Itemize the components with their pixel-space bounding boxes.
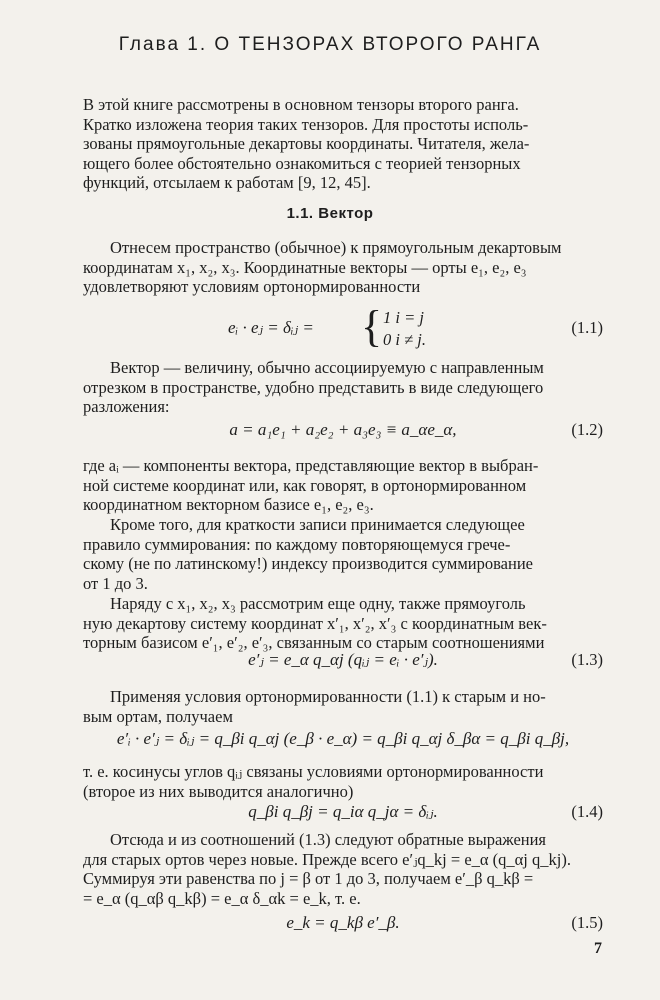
equation-lhs: eᵢ · eⱼ = δᵢⱼ = [228,318,314,337]
equation-1-1 [83,302,603,355]
text-line: Применяя условия ортонормированности (1.1) к старым и но- [110,687,546,706]
text-line: В этой книге рассмотрены в основном тензоры второго ранга. [83,95,519,114]
text-line: Отсюда и из соотношений (1.3) следуют обратные выражения [110,830,547,849]
text-line: координатам x₁, x₂, x₃. Координатные векторы — орты e₁, e₂, e₃ [83,257,527,277]
equation-body: e′ⱼ = e_α q_αj (qᵢⱼ = eᵢ · e′ⱼ). [248,650,438,669]
text-line: разложения: [83,397,170,417]
paragraph-5 [83,594,603,653]
text-line: отрезком в пространстве, удобно представить в виде следующего [83,377,544,397]
text-line: вым ортам, получаем [83,706,233,726]
text-line: т. е. косинусы углов qᵢⱼ связаны условиями ортонормированности [83,762,544,781]
equation-1-4 [83,802,603,826]
text-line: = e_α (q_αβ q_kβ) = e_α δ_αk = e_k, т. е. [83,888,361,908]
text-line: ную декартову систему координат x′₁, x′₂, x′₃ с координатным век- [83,613,547,633]
text-line: (второе из них выводится аналогично) [83,781,354,801]
paragraph-7 [83,762,603,801]
text-line: ющего более обстоятельно ознакомиться с теорией тензорных [83,153,521,173]
paragraph-6 [83,687,603,726]
text-line: ной системе координат или, как говорят, в ортонормированном [83,475,527,495]
text-line: Отнесем пространство (обычное) к прямоугольным декартовым [110,238,562,257]
equation-number: (1.5) [571,913,603,932]
equation-number: (1.3) [571,650,603,669]
case-line: 0 i ≠ j. [383,330,426,349]
text-line: Кроме того, для краткости записи принимается следующее [110,515,525,534]
chapter-title: Глава 1. О ТЕНЗОРАХ ВТОРОГО РАНГА [118,34,542,55]
intro-paragraph [83,95,603,193]
text-line: Суммируя эти равенства по j = β от 1 до 3, получаем e′_β q_kβ = [83,869,534,889]
equation-1-2 [83,420,603,444]
text-line: где aᵢ — компоненты вектора, представляющие вектор в выбран- [83,456,539,475]
equation-number: (1.4) [571,802,603,821]
equation-orthonormal [83,729,603,753]
text-line: удовлетворяют условиям ортонормированности [83,277,421,297]
equation-number: (1.1) [571,318,603,337]
equation-1-3 [83,650,603,674]
paragraph-3 [83,456,603,515]
section-title: 1.1. Вектор [286,205,374,222]
equation-body: a = a₁e₁ + a₂e₂ + a₃e₃ ≡ a_αe_α, [229,420,457,439]
equation-body: e′ᵢ · e′ⱼ = δᵢⱼ = q_βi q_αj (e_β · e_α) = q_βi q_αj δ_βα = q_βi q_βj, [116,729,570,748]
case-line: 1 i = j [383,308,424,327]
brace-symbol: { [361,302,383,351]
equation-body: e_k = q_kβ e′_β. [286,913,400,932]
text-line: Вектор — величину, обычно ассоциируемую с направленным [110,358,544,377]
paragraph-2 [83,358,603,417]
paragraph-1 [83,238,603,297]
equation-body: q_βi q_βj = q_iα q_jα = δᵢⱼ. [248,802,438,821]
paragraph-8 [83,830,603,908]
text-line: функций, отсылаем к работам [9, 12, 45]. [83,173,371,193]
equation-1-5 [83,913,603,937]
equation-number: (1.2) [571,420,603,439]
text-line: для старых ортов через новые. Прежде всего e′ⱼq_kj = e_α (q_αj q_kj). [83,849,571,869]
text-line: правило суммирования: по каждому повторяющемуся грече- [83,534,511,554]
text-line: скому (не по латинскому!) индексу производится суммирование [83,554,533,574]
paragraph-4 [83,515,603,593]
text-line: торным базисом e′₁, e′₂, e′₃, связанным со старым соотношениями [83,633,545,653]
text-line: от 1 до 3. [83,573,148,593]
equation-cases [383,307,426,351]
text-line: Наряду с x₁, x₂, x₃ рассмотрим еще одну, также прямоуголь [110,594,526,613]
text-line: координатном векторном базисе e₁, e₂, e₃. [83,495,374,515]
text-line: зованы прямоугольные декартовы координаты. Читателя, жела- [83,134,530,154]
text-line: Кратко изложена теория таких тензоров. Для простоты исполь- [83,114,529,134]
page-number: 7 [594,940,602,957]
